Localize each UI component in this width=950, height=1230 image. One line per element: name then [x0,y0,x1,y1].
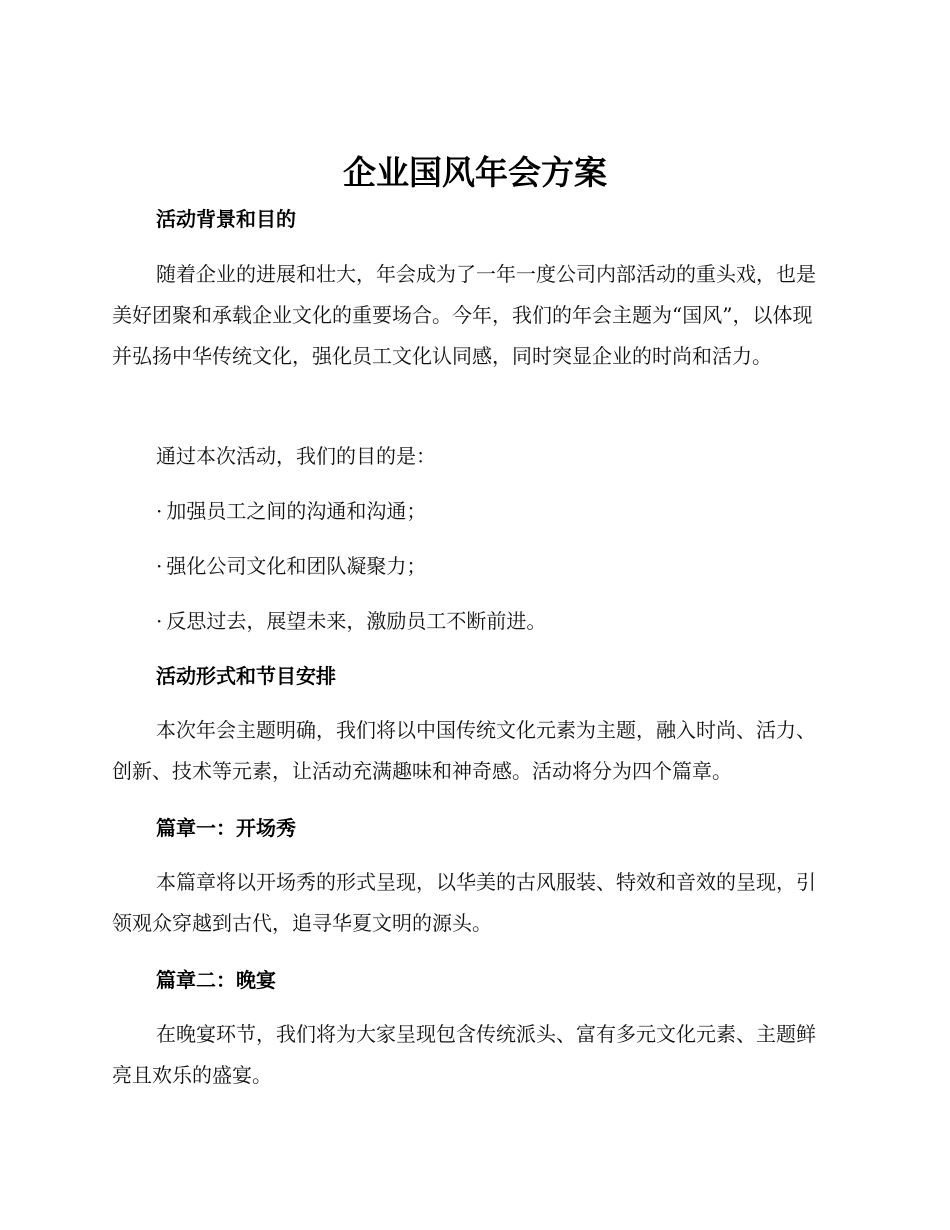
document-title: 企业国风年会方案 [343,153,607,192]
paragraph-format: 本次年会主题明确，我们将以中国传统文化元素为主题，融入时尚、活力、创新、技术等元素，让活动充满趣味和神奇感。活动将分为四个篇章。 [112,718,816,783]
bullet-icon: · [156,499,163,523]
list-item-goal-3 [156,606,546,636]
paragraph-background: 随着企业的进展和壮大，年会成为了一年一度公司内部活动的重头戏，也是美好团聚和承载企业文化的重要场合。今年，我们的年会主题为“国风”，以体现并弘扬中华传统文化，强化员工文化认同感，同时突显企业的时尚和活力。 [112,262,816,368]
section-heading-format: 活动形式和节目安排 [156,664,336,688]
list-item-text: 强化公司文化和团队凝聚力； [166,554,427,578]
list-item-text: 加强员工之间的沟通和沟通； [166,499,427,523]
chapter-heading-2: 篇章二：晚宴 [156,968,276,992]
paragraph-chapter-1: 本篇章将以开场秀的形式呈现，以华美的古风服装、特效和音效的呈现，引领观众穿越到古代，追寻华夏文明的源头。 [112,870,816,935]
list-item-goal-2 [156,551,426,581]
bullet-icon: · [156,554,163,578]
bullet-icon: · [156,609,163,633]
list-item-goal-1 [156,496,426,526]
paragraph-chapter-2: 在晚宴环节，我们将为大家呈现包含传统派头、富有多元文化元素、主题鲜亮且欢乐的盛宴。 [112,1022,816,1087]
chapter-heading-1: 篇章一：开场秀 [156,816,296,840]
list-item-text: 反思过去，展望未来，激励员工不断前进。 [166,609,547,633]
goals-intro: 通过本次活动，我们的目的是： [156,444,436,468]
section-heading-background: 活动背景和目的 [156,207,296,231]
